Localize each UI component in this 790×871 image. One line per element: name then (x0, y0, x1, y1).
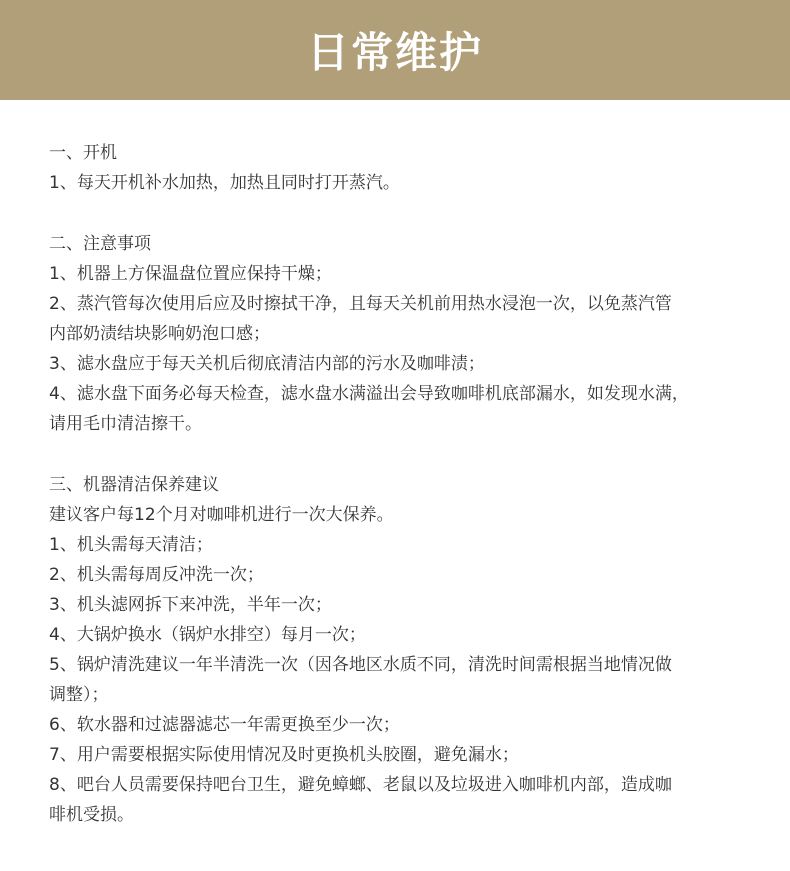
section-line: 2、蒸汽管每次使用后应及时擦拭干净，且每天关机前用热水浸泡一次，以免蒸汽管 (49, 294, 672, 314)
section-line: 1、机头需每天清洁； (49, 535, 213, 555)
section-line: 1、每天开机补水加热，加热且同时打开蒸汽。 (49, 173, 400, 193)
page-title: 日常维护 (306, 28, 483, 77)
section-line: 6、软水器和过滤器滤芯一年需更换至少一次； (49, 715, 400, 735)
section-line: 5、锅炉清洗建议一年半清洗一次（因各地区水质不同，清洗时间需根据当地情况做 (49, 655, 672, 675)
section-line: 3、机头滤网拆下来冲洗，半年一次； (49, 595, 332, 615)
section-line: 1、机器上方保温盘位置应保持干燥； (49, 264, 332, 284)
section-line: 调整）； (49, 685, 109, 705)
section-line: 请用毛巾清洁擦干。 (49, 414, 202, 434)
section-startup (49, 138, 759, 198)
header-banner (0, 0, 790, 100)
section-line: 4、滤水盘下面务必每天检查，滤水盘水满溢出会导致咖啡机底部漏水，如发现水满， (49, 384, 689, 404)
section-heading: 一、开机 (49, 143, 117, 163)
section-precautions (49, 229, 759, 439)
section-line: 7、用户需要根据实际使用情况及时更换机头胶圈，避免漏水； (49, 745, 519, 765)
section-line: 建议客户每12个月对咖啡机进行一次大保养。 (49, 505, 394, 525)
maintenance-content (49, 138, 759, 861)
section-line: 2、机头需每周反冲洗一次； (49, 565, 264, 585)
section-heading: 三、机器清洁保养建议 (49, 475, 219, 495)
section-line: 3、滤水盘应于每天关机后彻底清洁内部的污水及咖啡渍； (49, 354, 485, 374)
section-line: 4、大锅炉换水（锅炉水排空）每月一次； (49, 625, 366, 645)
section-line: 内部奶渍结块影响奶泡口感； (49, 324, 270, 344)
section-heading: 二、注意事项 (49, 234, 151, 254)
section-line: 啡机受损。 (49, 805, 134, 825)
section-line: 8、吧台人员需要保持吧台卫生，避免蟑螂、老鼠以及垃圾进入咖啡机内部，造成咖 (49, 775, 672, 795)
section-cleaning-advice (49, 470, 759, 830)
